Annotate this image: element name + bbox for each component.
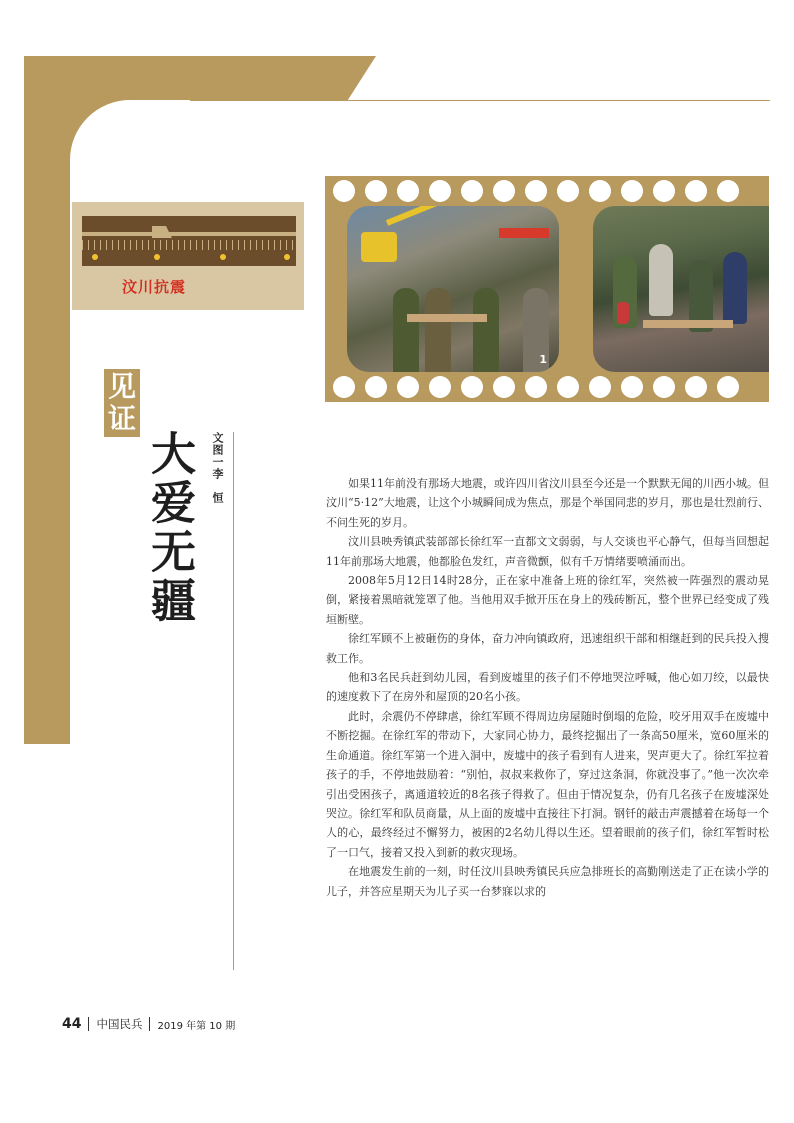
paragraph: 此时，余震仍不停肆虐，徐红军顾不得周边房屋随时倒塌的危险，咬牙用双手在废墟中不断挖掘。在徐红军的带动下，大家同心协力，最终挖掘出了一条高50厘米，宽60厘米的生命通道。徐红军第一个进入洞中，废墟中的孩子看到有人进来，哭声更大了。徐红军拉着孩子的手，不停地鼓励着：“别怕，叔叔来救你了，穿过这条洞，你就没事了。”他一次次牵引出受困孩子，离通道较近的8名孩子得救了。但由于情况复杂，仍有几名孩子在废墟深处哭泣。徐红军和队员商量，从上面的废墟中直接往下打洞。钢钎的敲击声震撼着在场每一个人的心，最终经过不懈努力，被困的2名幼儿得以生还。望着眼前的孩子们，徐红军暂时松了一口气，接着又投入到新的救灾现场。: [326, 709, 769, 859]
footer-divider: [149, 1017, 150, 1031]
section-tag: 见证: [104, 369, 140, 437]
paragraph: 他和3名民兵赶到幼儿园，看到废墟里的孩子们不停地哭泣呼喊，他心如刀绞，以最快的速度救下了在房外和屋顶的20名小孩。: [326, 671, 769, 704]
paragraph: 汶川县映秀镇武装部部长徐红军一直都文文弱弱，与人交谈也平心静气，但每当回想起11年前那场大地震，他都脸色发红，声音微颤，似有千万情绪要喷涌而出。: [326, 535, 769, 568]
film-holes-top: [333, 180, 769, 202]
paragraph: 徐红军顾不上被砸伤的身体，奋力冲向镇政府，迅速组织干部和相继赶到的民兵投入搜救工作。: [326, 632, 769, 665]
corner-curve: [70, 100, 130, 160]
side-bar: [24, 56, 70, 744]
page-footer: [62, 1016, 235, 1032]
magazine-name: 中国民兵: [96, 1017, 143, 1031]
header-band: [24, 56, 376, 100]
paragraph: 在地震发生前的一刻，时任汶川县映秀镇民兵应急排班长的高勤刚送走了正在读小学的儿子，并答应星期天为儿子买一台梦寐以求的: [326, 865, 769, 898]
stretcher-shape: [407, 314, 487, 322]
photo-number: 1: [539, 353, 547, 366]
byline-rule: [233, 432, 234, 970]
column-logo-label: 汶川抗震: [122, 278, 187, 296]
article-byline: 文图一李 恒: [211, 432, 224, 504]
rescue-photo-2: [593, 206, 769, 372]
footer-divider: [88, 1017, 89, 1031]
crane-shape: [361, 232, 397, 262]
film-holes-bottom: [333, 376, 769, 398]
paragraph: 2008年5月12日14时28分，正在家中准备上班的徐红军，突然被一阵强烈的震动晃倒，紧接着黑暗就笼罩了他。当他用双手掀开压在身上的残砖断瓦，整个世界已经变成了残垣断壁。: [326, 574, 769, 626]
ruler-icon: [82, 216, 296, 266]
article-title: 大爱无疆: [143, 430, 196, 626]
photo-filmstrip: [325, 176, 769, 402]
header-rule: [130, 100, 770, 101]
page-number: 44: [62, 1016, 82, 1032]
rescue-photo-1: [347, 206, 559, 372]
article-body: [326, 474, 769, 901]
issue-label: 2019 年第 10 期: [157, 1020, 236, 1032]
paragraph: 如果11年前没有那场大地震，或许四川省汶川县至今还是一个默默无闻的川西小城。但汶川“5·12”大地震，让这个小城瞬间成为焦点，那是个举国同悲的岁月，那也是壮烈前行、不问生死的岁月。: [326, 477, 769, 529]
